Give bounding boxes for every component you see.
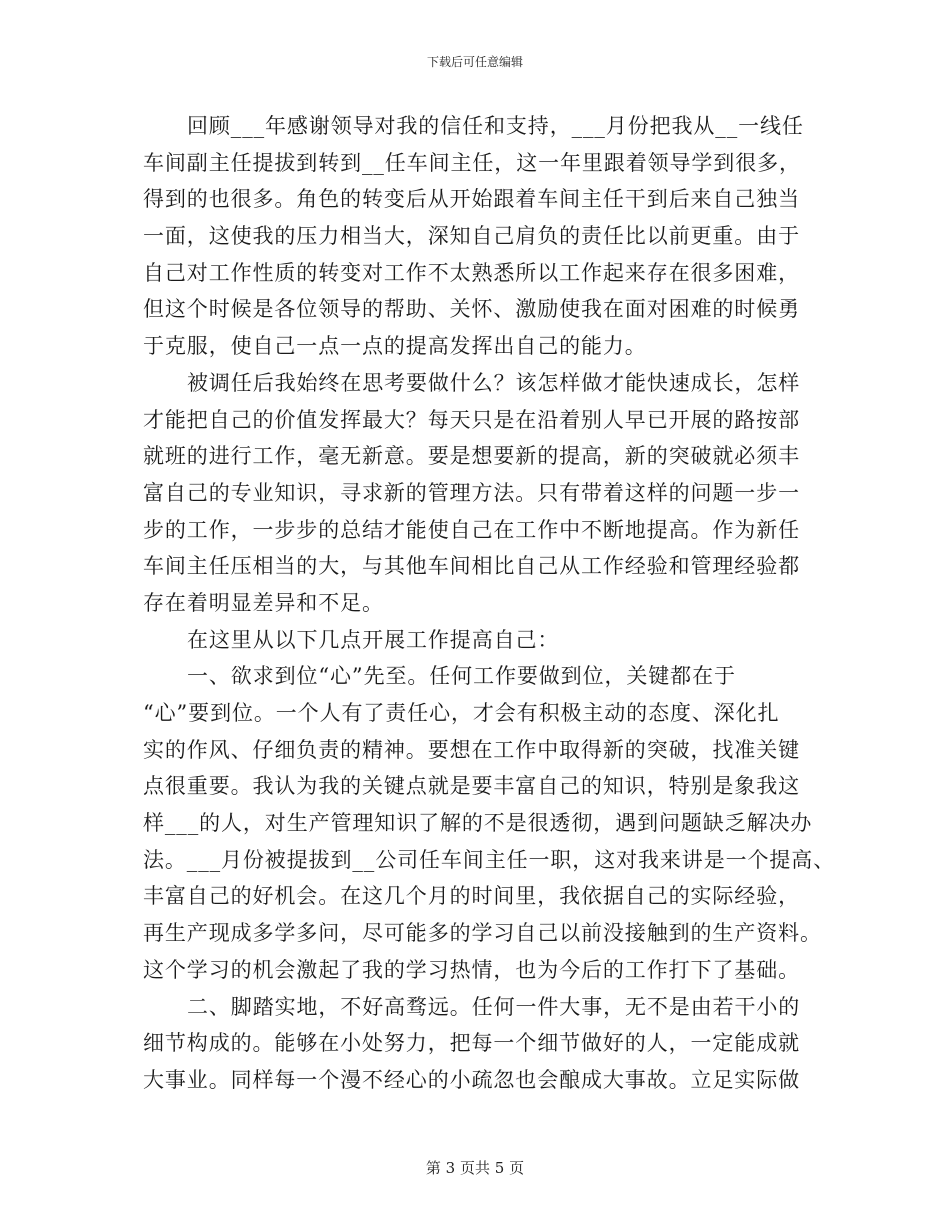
text-line: “心”要到位。一个人有了责任心，才会有积极主动的态度、深化扎 — [143, 701, 780, 725]
page-footer: 第 3 页共 5 页 — [425, 1159, 525, 1177]
text-line: 车间主任压相当的大，与其他车间相比自己从工作经验和管理经验都 — [143, 554, 800, 579]
text-line: 车间副主任提拔到转到__任车间主任，这一年里跟着领导学到很多， — [143, 150, 801, 175]
text-line: 点很重要。我认为我的关键点就是要丰富自己的知识，特别是象我这 — [143, 774, 800, 799]
text-line: 富自己的专业知识，寻求新的管理方法。只有带着这样的问题一步一 — [143, 480, 800, 505]
text-line: 回顾___年感谢领导对我的信任和支持，___月份把我从__一线任 — [187, 114, 804, 138]
text-line: 一面，这使我的压力相当大，深知自己肩负的责任比以前更重。由于 — [143, 224, 800, 249]
page-header: 下载后可任意编辑 — [426, 55, 523, 69]
text-line: 细节构成的。能够在小处努力，把每一个细节做好的人，一定能成就 — [143, 1031, 800, 1056]
text-line: 自己对工作性质的转变对工作不太熟悉所以工作起来存在很多困难， — [143, 260, 800, 285]
text-line: 步的工作，一步步的总结才能使自己在工作中不断地提高。作为新任 — [143, 517, 800, 542]
text-line: 存在着明显差异和不足。 — [143, 590, 384, 615]
text-line: 在这里从以下几点开展工作提高自己： — [187, 627, 560, 652]
text-line: 一、欲求到位“心”先至。任何工作要做到位，关键都在于 — [187, 664, 736, 689]
text-line: 丰富自己的好机会。在这几个月的时间里，我依据自己的实际经验， — [143, 884, 800, 909]
text-line: 就班的进行工作，毫无新意。要是想要新的提高，新的突破就必须丰 — [143, 444, 800, 469]
text-line: 这个学习的机会激起了我的学习热情，也为今后的工作打下了基础。 — [143, 957, 800, 982]
text-line: 得到的也很多。角色的转变后从开始跟着车间主任干到后来自己独当 — [143, 187, 800, 212]
text-line: 二、脚踏实地，不好高骛远。任何一件大事，无不是由若干小的 — [187, 994, 801, 1019]
text-line: 才能把自己的价值发挥最大？每天只是在沿着别人早已开展的路按部 — [143, 407, 800, 432]
document-body — [143, 108, 836, 1099]
text-line: 再生产现成多学多问，尽可能多的学习自己以前没接触到的生产资料。 — [143, 921, 822, 946]
text-line: 于克服，使自己一点一点的提高发挥出自己的能力。 — [143, 334, 647, 359]
text-line: 实的作风、仔细负责的精神。要想在工作中取得新的突破，找准关键 — [143, 737, 800, 762]
text-line: 法。___月份被提拔到__公司任车间主任一职，这对我来讲是一个提高、 — [143, 847, 836, 872]
text-line: 被调任后我始终在思考要做什么？该怎样做才能快速成长，怎样 — [187, 370, 801, 395]
text-line: 但这个时候是各位领导的帮助、关怀、激励使我在面对困难的时候勇 — [143, 297, 800, 322]
text-line: 样___的人，对生产管理知识了解的不是很透彻，遇到问题缺乏解决办 — [143, 811, 813, 836]
text-line: 大事业。同样每一个漫不经心的小疏忽也会酿成大事故。立足实际做 — [143, 1067, 800, 1092]
